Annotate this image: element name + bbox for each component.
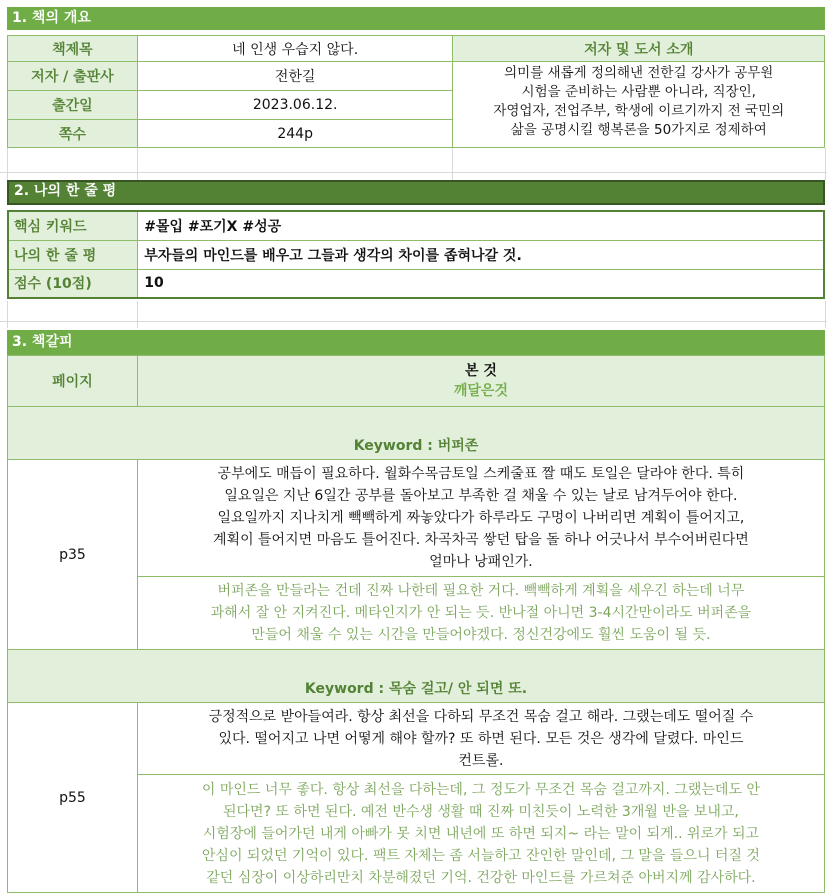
empty-rows (0, 301, 827, 328)
label-one-line-review: 나의 한 줄 평 (8, 240, 138, 269)
value-title[interactable]: 네 인생 우습지 않다. (137, 36, 453, 62)
keyword-row: Keyword : 목숨 걸고/ 안 되면 또. (8, 650, 825, 703)
review-table (7, 210, 825, 299)
page-cell[interactable]: p35 (8, 460, 138, 650)
seen-line: 긍정적으로 받아들여라. 항상 최선을 다하되 무조건 목숨 걸고 해라. 그랬는데도 떨어질 수 (208, 708, 754, 725)
intro-line: 자영업자, 전업주부, 학생에 이르기까지 전 국민의 (493, 103, 785, 119)
value-one-line-review[interactable]: 부자들의 마인드를 배우고 그들과 생각의 차이를 좁혀나갈 것. (138, 240, 824, 269)
value-author[interactable]: 전한길 (137, 62, 453, 91)
col-header-content (137, 356, 824, 407)
bookmarks-table (7, 355, 825, 893)
seen-line: 공부에도 매듭이 필요하다. 월화수목금토일 스케줄표 짤 때도 토일은 달라야 한다. 특히 (217, 466, 745, 482)
label-author: 저자 / 출판사 (8, 62, 138, 91)
label-title: 책제목 (8, 36, 138, 62)
section3-header: 3. 책갈피 (7, 330, 825, 355)
intro-text[interactable] (453, 62, 825, 148)
learned-cell[interactable] (137, 775, 824, 893)
label-pages: 쪽수 (8, 120, 138, 148)
value-keywords[interactable]: #몰입 #포기X #성공 (138, 211, 824, 240)
learned-cell[interactable] (137, 577, 824, 650)
value-pages[interactable]: 244p (137, 120, 453, 148)
intro-line: 시험을 준비하는 사람뿐 아니라, 직장인, (521, 84, 756, 100)
learned-line: 만들어 채울 수 있는 시간을 만들어야겠다. 정신건강에도 훨씬 도움이 될 듯. (251, 627, 711, 643)
book-overview-table (7, 35, 825, 148)
label-score: 점수 (10점) (8, 269, 138, 298)
seen-line: 있다. 떨어지고 나면 어떻게 해야 할까? 또 하면 된다. 모든 것은 생각에 달렸다. 마인드 (218, 730, 744, 747)
col-header-page: 페이지 (8, 356, 138, 407)
learned-line: 된다면? 또 하면 된다. 예전 반수생 생활 때 진짜 미친듯이 노력한 3개월 반을 보내고, (223, 803, 739, 820)
intro-header: 저자 및 도서 소개 (453, 36, 825, 62)
seen-line: 얼마나 낭패인가. (429, 554, 533, 570)
seen-line: 일요일은 지난 6일간 공부를 돌아보고 부족한 걸 채울 수 있는 날로 남겨두어야 한다. (224, 488, 738, 504)
learned-line: 이 마인드 너무 좋다. 항상 최선을 다하는데, 그 정도가 무조건 목숨 걸고까지. 그랬는데도 안 (201, 781, 760, 798)
value-score[interactable]: 10 (138, 269, 824, 298)
intro-line: 삶을 공명시킬 행복론을 50가지로 정제하여 (510, 122, 767, 138)
keyword-row: Keyword : 버퍼존 (8, 407, 825, 460)
seen-cell[interactable] (137, 703, 824, 775)
seen-line: 계획이 틀어지면 마음도 틀어진다. 차곡차곡 쌓던 탑을 돌 하나 어긋나서 부수어버린다면 (213, 532, 749, 548)
empty-rows (0, 148, 827, 180)
learned-line: 같던 심장이 이상하리만치 차분해졌던 기억. 건강한 마인드를 가르쳐준 아버지께 감사하다. (206, 869, 756, 886)
learned-line: 버퍼존을 만들라는 건데 진짜 나한테 필요한 거다. 빽빽하게 계획을 세우긴 하는데 너무 (217, 583, 745, 599)
learned-line: 과해서 잘 안 지켜진다. 메타인지가 안 되는 듯. 반나절 아니면 3-4시간만이라도 버퍼존을 (210, 605, 752, 621)
label-keywords: 핵심 키워드 (8, 211, 138, 240)
learned-line: 안심이 되었던 기억이 있다. 팩트 자체는 좀 서늘하고 잔인한 말인데, 그 말을 들으니 터질 것 (201, 847, 760, 864)
value-pubdate[interactable]: 2023.06.12. (137, 91, 453, 120)
page-cell[interactable]: p55 (8, 703, 138, 893)
section1-header: 1. 책의 개요 (7, 7, 825, 30)
learned-line: 시험장에 들어가던 내게 아빠가 못 치면 내년에 또 하면 되지~ 라는 말이 되게.. 위로가 되고 (202, 825, 760, 842)
seen-cell[interactable] (137, 460, 824, 577)
col-header-learned: 깨달은것 (453, 383, 508, 399)
intro-line: 의미를 새롭게 정의해낸 전한길 강사가 공무원 (504, 65, 774, 81)
seen-line: 일요일까지 지나치게 빽빽하게 짜놓았다가 하루라도 구멍이 나버리면 계획이 틀어지고, (217, 510, 745, 526)
section2-header: 2. 나의 한 줄 평 (7, 180, 825, 205)
col-header-seen: 본 것 (464, 363, 497, 379)
seen-line: 컨트롤. (458, 752, 504, 769)
label-pubdate: 출간일 (8, 91, 138, 120)
